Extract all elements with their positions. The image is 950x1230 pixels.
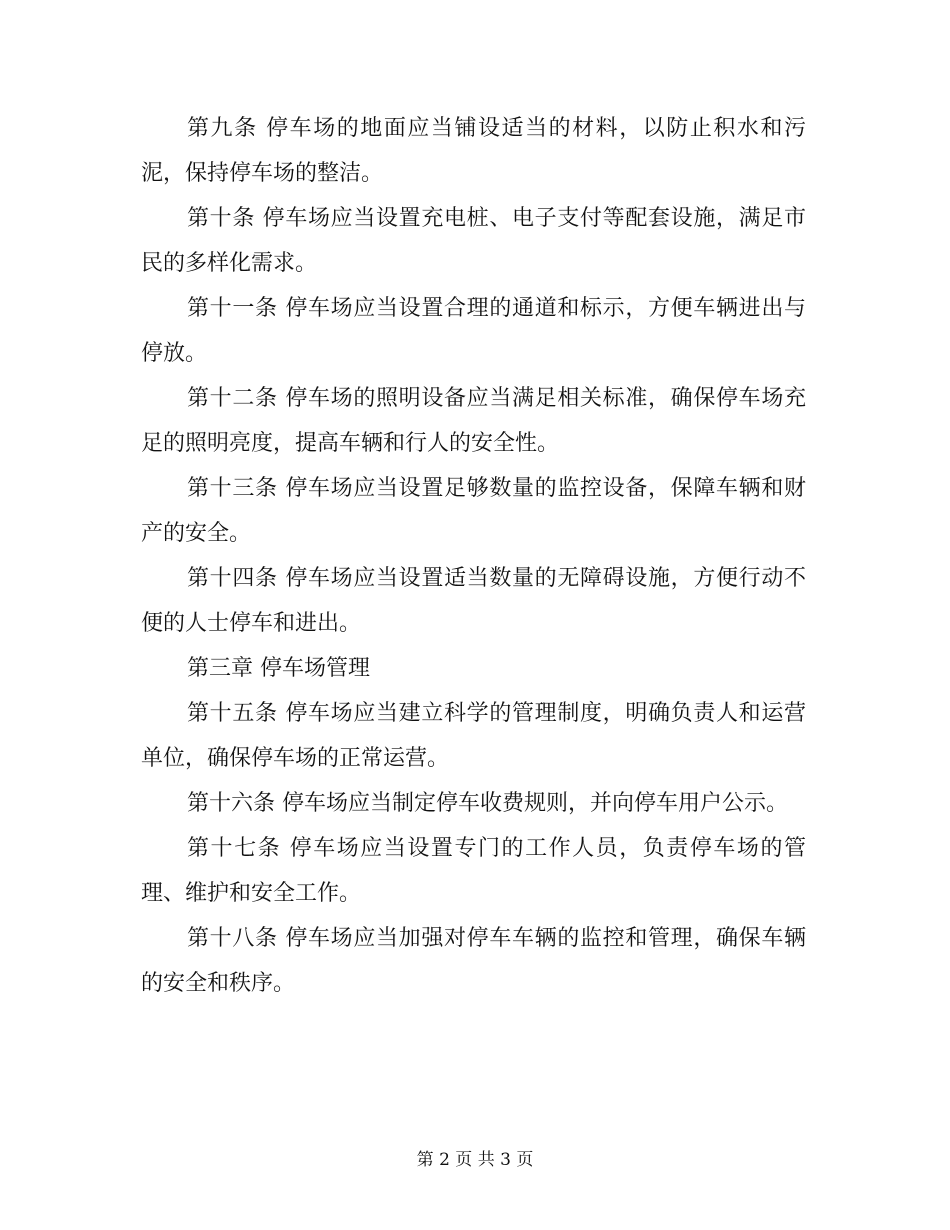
article-9: 第九条 停车场的地面应当铺设适当的材料，以防止积水和污泥，保持停车场的整洁。	[141, 116, 806, 186]
article-16: 第十六条 停车场应当制定停车收费规则，并向停车用户公示。	[187, 791, 788, 816]
chapter-3-heading: 第三章 停车场管理	[187, 656, 370, 681]
article-15: 第十五条 停车场应当建立科学的管理制度，明确负责人和运营单位，确保停车场的正常运营。	[141, 701, 806, 771]
article-12: 第十二条 停车场的照明设备应当满足相关标准，确保停车场充足的照明亮度，提高车辆和行人的安全性。	[141, 386, 806, 456]
article-10: 第十条 停车场应当设置充电桩、电子支付等配套设施，满足市民的多样化需求。	[141, 206, 806, 276]
page-number-footer: 第 2 页 共 3 页	[416, 1150, 534, 1170]
article-13: 第十三条 停车场应当设置足够数量的监控设备，保障车辆和财产的安全。	[141, 476, 806, 546]
article-18: 第十八条 停车场应当加强对停车车辆的监控和管理，确保车辆的安全和秩序。	[141, 926, 806, 996]
article-11: 第十一条 停车场应当设置合理的通道和标示，方便车辆进出与停放。	[141, 296, 806, 366]
article-14: 第十四条 停车场应当设置适当数量的无障碍设施，方便行动不便的人士停车和进出。	[141, 566, 806, 636]
article-17: 第十七条 停车场应当设置专门的工作人员，负责停车场的管理、维护和安全工作。	[141, 836, 806, 906]
document-body	[141, 106, 806, 1006]
